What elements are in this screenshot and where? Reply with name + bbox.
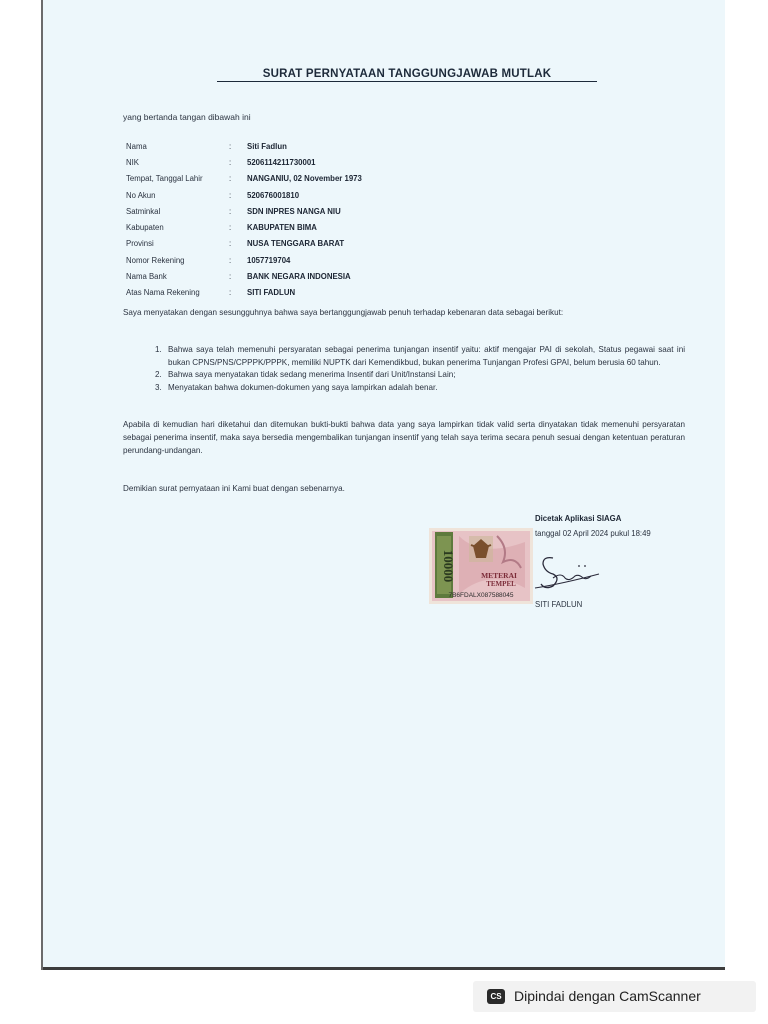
identity-value: NUSA TENGGARA BARAT	[247, 239, 345, 249]
identity-value: 520676001810	[247, 190, 300, 200]
camscanner-icon: CS	[487, 989, 505, 1004]
identity-separator: :	[229, 174, 232, 184]
identity-label: Kabupaten	[126, 223, 164, 233]
identity-value: SITI FADLUN	[247, 288, 296, 298]
intro-text: yang bertanda tangan dibawah ini	[123, 112, 251, 122]
identity-value: 5206114211730001	[247, 157, 316, 167]
identity-label: Atas Nama Rekening	[126, 288, 200, 298]
identity-row	[126, 138, 362, 154]
statement-paragraph: Saya menyatakan dengan sesungguhnya bahwa saya bertanggungjawab penuh terhadap kebenaran data sebagai berikut:	[123, 308, 564, 317]
identity-row	[126, 236, 362, 252]
stamp-label-1: METERAI	[481, 571, 517, 580]
identity-label: Nama Bank	[126, 272, 167, 282]
identity-value: SDN INPRES NANGA NIU	[247, 206, 341, 216]
document-page	[43, 0, 725, 970]
identity-value: BANK NEGARA INDONESIA	[247, 272, 351, 282]
identity-separator: :	[229, 141, 232, 151]
identity-separator: :	[229, 239, 232, 249]
list-item: 1. Bahwa saya telah memenuhi persyaratan sebagai penerima tunjangan insentif yaitu: aktif mengajar PAI di sekolah, Status pegawai saat ini bukan CPNS/PNS/CPPPK/PPPK, memiliki NUPTK dari Kemendikbud, bukan penerima Tunjangan Profesi GPAI, belum berusia 60 tahun.	[155, 345, 685, 367]
identity-row	[126, 252, 362, 268]
handwritten-signature	[531, 548, 603, 596]
printed-date: tanggal 02 April 2024 pukul 18:49	[535, 529, 651, 538]
identity-row	[126, 154, 362, 170]
list-item: 2. Bahwa saya menyatakan tidak sedang menerima Insentif dari Unit/Instansi Lain;	[155, 370, 456, 380]
stamp-denomination: 10000	[441, 549, 456, 583]
identity-label: No Akun	[126, 190, 156, 200]
identity-row	[126, 285, 362, 301]
camscanner-text: Dipindai dengan CamScanner	[514, 988, 701, 1004]
identity-value: KABUPATEN BIMA	[247, 223, 317, 233]
identity-row	[126, 219, 362, 235]
identity-label: Provinsi	[126, 239, 154, 249]
stamp-label-2: TEMPEL	[486, 580, 516, 588]
stamp-serial: 7B6FDALX087588045	[448, 592, 514, 599]
list-item: 3. Menyatakan bahwa dokumen-dokumen yang saya lampirkan adalah benar.	[155, 382, 438, 392]
identity-separator: :	[229, 255, 232, 265]
identity-separator: :	[229, 157, 232, 167]
printed-by: Dicetak Aplikasi SIAGA	[535, 514, 622, 523]
signer-name: SITI FADLUN	[535, 600, 583, 609]
identity-label: Tempat, Tanggal Lahir	[126, 174, 203, 184]
identity-value: 1057719704	[247, 255, 291, 265]
identity-label: NIK	[126, 157, 139, 167]
closing-paragraph: Demikian surat pernyataan ini Kami buat dengan sebenarnya.	[123, 484, 345, 493]
identity-label: Satminkal	[126, 206, 161, 216]
identity-row	[126, 203, 362, 219]
identity-value: Siti Fadlun	[247, 141, 287, 151]
identity-value: NANGANIU, 02 November 1973	[247, 174, 362, 184]
statement-points	[155, 344, 685, 394]
meterai-stamp	[429, 528, 533, 604]
camscanner-badge	[473, 981, 756, 1012]
identity-separator: :	[229, 272, 232, 282]
identity-row	[126, 187, 362, 203]
consequence-paragraph: Apabila di kemudian hari diketahui dan ditemukan bukti-bukti bahwa data yang saya lampirkan tidak valid serta dinyatakan tidak memenuhi persyaratan sebagai penerima insentif, maka saya bersedia mengembalikan tunjangan insentif yang telah saya terima secara penuh sesuai dengan ketentuan peraturan perundang-undangan.	[123, 420, 685, 455]
document-title: SURAT PERNYATAAN TANGGUNGJAWAB MUTLAK	[217, 68, 597, 82]
identity-separator: :	[229, 288, 232, 298]
identity-row	[126, 268, 362, 284]
identity-table	[126, 138, 362, 301]
identity-label: Nama	[126, 141, 147, 151]
identity-separator: :	[229, 223, 232, 233]
identity-row	[126, 171, 362, 187]
identity-label: Nomor Rekening	[126, 255, 185, 265]
identity-separator: :	[229, 206, 232, 216]
identity-separator: :	[229, 190, 232, 200]
